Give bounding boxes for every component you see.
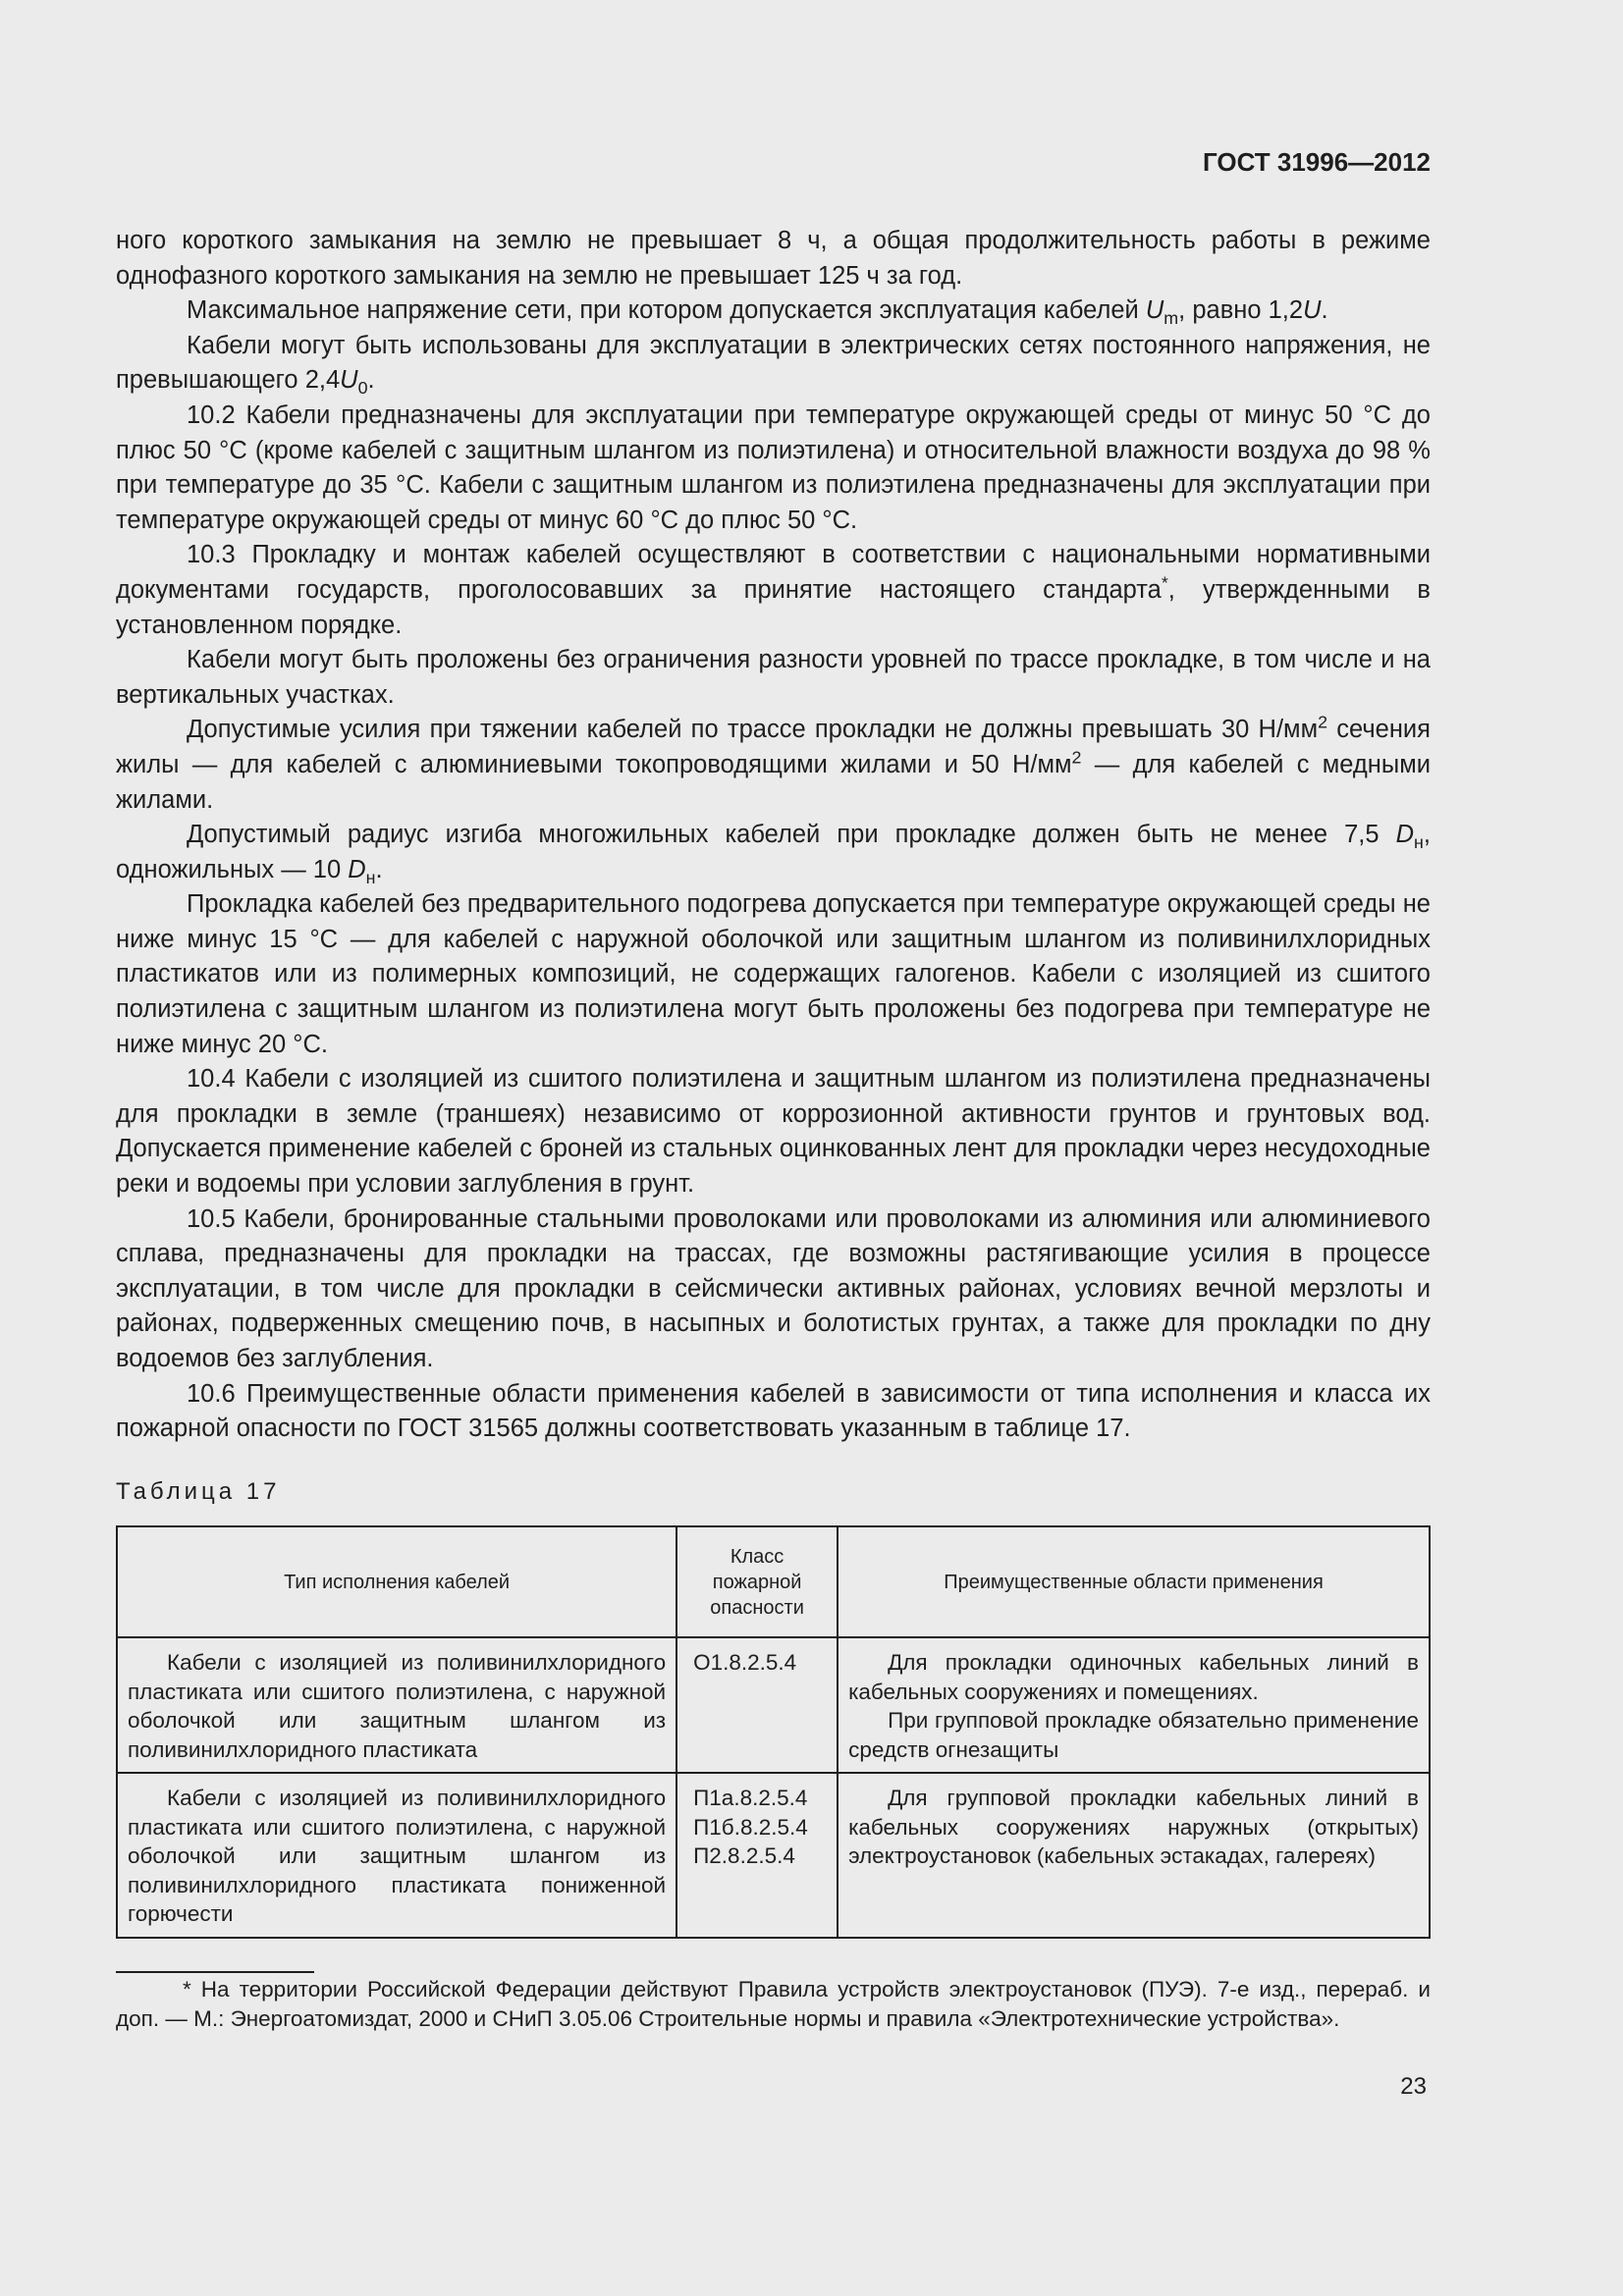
table-row [117, 1637, 1430, 1773]
page-number: 23 [1400, 2073, 1427, 2100]
paragraph: 10.6 Преимущественные области применения кабелей в зависимости от типа исполнения и класса их пожарной опасности по ГОСТ 31565 должны соответствовать указанным в таблице 17. [116, 1379, 1431, 1443]
paragraph: 10.4 Кабели с изоляцией из сшитого полиэтилена и защитным шлангом из полиэтилена предназначены для прокладки в земле (траншеях) независимо от коррозионной активности грунтов и грунтовых вод. Допускается применение кабелей с броней из стальных оцинкованных лент для прокладки через несудоходные реки и водоемы при условии заглубления в грунт. [116, 1065, 1431, 1199]
header-cable-type: Тип исполнения кабелей [117, 1526, 676, 1637]
footnote: * На территории Российской Федерации действуют Правила устройств электроустановок (ПУЭ). 7-е изд., перераб. и доп. — М.: Энергоатомиздат, 2000 и СНиП 3.05.06 Строительные нормы и правила «Электротехнические устройства». [116, 1977, 1431, 2031]
cell-cable-type: Кабели с изоляцией из поливинилхлоридного пластиката или сшитого полиэтилена, с наружной оболочкой или защитным шлангом из поливинилхлоридного пластиката [117, 1637, 676, 1773]
table-17 [116, 1525, 1431, 1939]
paragraph: 10.5 Кабели, бронированные стальными проволоками или проволоками из алюминия или алюминиевого сплава, предназначены для прокладки на трассах, где возможны растягивающие усилия в процессе эксплуатации, в том числе для прокладки в сейсмически активных районах, условиях вечной мерзлоты и районах, подверженных смещению почв, в насыпных и болотистых грунтах, а также для прокладки по дну водоемов без заглубления. [116, 1204, 1431, 1372]
paragraph: Кабели могут быть проложены без ограничения разности уровней по трассе прокладке, в том числе и на вертикальных участках. [116, 646, 1431, 709]
footnote-divider [116, 1971, 314, 1973]
cell-application-areas: Для групповой прокладки кабельных линий в кабельных сооружениях наружных (открытых) электроустановок (кабельных эстакадах, галереях) [838, 1773, 1430, 1938]
body-text [116, 224, 1431, 1447]
paragraph: Кабели могут быть использованы для эксплуатации в электрических сетях постоянного напряжения, не превышающего $2,4U_0$. [116, 331, 1431, 399]
table-caption: Таблица 17 [116, 1478, 281, 1505]
table-header-row [117, 1526, 1430, 1637]
header-application-areas: Преимущественные области применения [838, 1526, 1430, 1637]
cell-fire-class: П1а.8.2.5.4 П1б.8.2.5.4 П2.8.2.5.4 [676, 1773, 838, 1938]
paragraph: 10.2 Кабели предназначены для эксплуатации при температуре окружающей среды от минус 50 °С до плюс 50 °С (кроме кабелей с защитным шлангом из полиэтилена) и относительной влажности воздуха до 98 % при температуре до 35 °С. Кабели с защитным шлангом из полиэтилена предназначены для эксплуатации при температуре окружающей среды от минус 60 °С до плюс 50 °С. [116, 400, 1431, 534]
document-header: ГОСТ 31996—2012 [1203, 147, 1431, 177]
paragraph: Максимальное напряжение сети, при котором допускается эксплуатация кабелей $U_m$, равно 1,2U. [187, 296, 1328, 329]
table-body [117, 1637, 1430, 1938]
paragraph: Прокладка кабелей без предварительного подогрева допускается при температуре окружающей среды не ниже минус 15 °С — для кабелей с наружной оболочкой или защитным шлангом из поливинилхлоридных пластикатов или из полимерных композиций, не содержащих галогенов. Кабели с изоляцией из сшитого полиэтилена с защитным шлангом из полиэтилена могут быть проложены без подогрева при температуре не ниже минус 20 °С. [116, 890, 1431, 1058]
cell-fire-class: О1.8.2.5.4 [676, 1637, 838, 1773]
paragraph: ного короткого замыкания на землю не превышает 8 ч, а общая продолжительность работы в режиме однофазного короткого замыкания на землю не превышает 125 ч за год. [116, 227, 1431, 290]
paragraph: Допустимый радиус изгиба многожильных кабелей при прокладке должен быть не менее 7,5 $D_н$, одножильных — 10 $D_н$. [116, 821, 1431, 887]
header-fire-class: Класс пожарной опасности [676, 1526, 838, 1637]
paragraph: Допустимые усилия при тяжении кабелей по трассе прокладки не должны превышать 30 $Н/мм^2$ сечения жилы — для кабелей с алюминиевыми токопроводящими жилами и 50 $Н/мм^2$ — для кабелей с медными жилами. [116, 712, 1431, 814]
paragraph: 10.3 Прокладку и монтаж кабелей осуществляют в соответствии с национальными нормативными документами государств, проголосовавших за принятие настоящего стандарта*, утвержденными в установленном порядке. [116, 541, 1431, 639]
cell-cable-type: Кабели с изоляцией из поливинилхлоридного пластиката или сшитого полиэтилена, с наружной оболочкой или защитным шлангом из поливинилхлоридного пластиката пониженной горючести [117, 1773, 676, 1938]
cell-application-areas: Для прокладки одиночных кабельных линий в кабельных сооружениях и помещениях. При групповой прокладке обязательно применение средств огнезащиты [838, 1637, 1430, 1773]
table-row [117, 1773, 1430, 1938]
